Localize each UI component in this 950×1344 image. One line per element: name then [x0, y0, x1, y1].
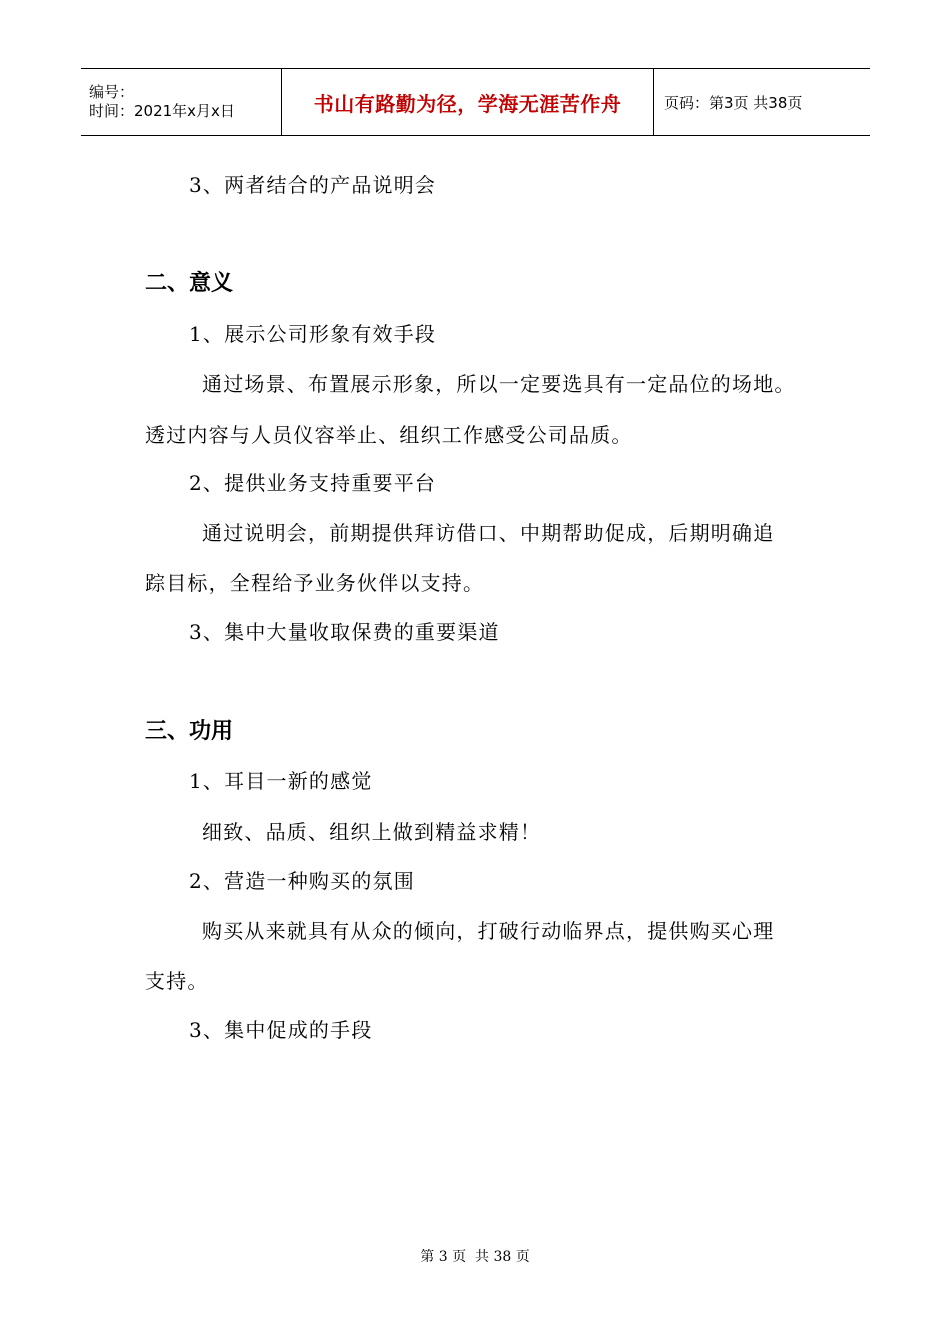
page-info-text: 页码：第3页 共38页: [664, 93, 803, 112]
paragraph-line: 透过内容与人员仪容举止、组织工作感受公司品质。: [145, 423, 633, 447]
list-item: 3、集中促成的手段: [189, 1018, 373, 1042]
section-heading: 二、意义: [145, 271, 234, 296]
list-item: 3、集中大量收取保费的重要渠道: [189, 620, 500, 644]
paragraph-line: 踪目标，全程给予业务伙伴以支持。: [145, 571, 485, 595]
section-heading: 三、功用: [145, 719, 234, 744]
document-number-label: 编号：: [89, 83, 135, 101]
list-item: 3、两者结合的产品说明会: [189, 173, 437, 197]
header-meta: [81, 69, 282, 135]
page-header: [81, 68, 870, 136]
list-item: 2、提供业务支持重要平台: [189, 471, 437, 495]
list-item: 1、耳目一新的感觉: [189, 769, 373, 793]
paragraph-line: 通过场景、布置展示形象，所以一定要选具有一定品位的场地。: [202, 372, 796, 396]
list-item: 2、营造一种购买的氛围: [189, 869, 415, 893]
paragraph-line: 支持。: [145, 969, 209, 993]
header-page-info: [654, 69, 870, 135]
page-footer: 第 3 页 共 38 页: [420, 1249, 530, 1265]
paragraph-line: 通过说明会，前期提供拜访借口、中期帮助促成，后期明确追: [202, 521, 775, 545]
paragraph-line: 细致、品质、组织上做到精益求精！: [202, 820, 542, 844]
header-motto-cell: [282, 69, 654, 135]
paragraph-line: 购买从来就具有从众的倾向，打破行动临界点，提供购买心理: [202, 919, 775, 943]
header-motto: 书山有路勤为径，学海无涯苦作舟: [313, 91, 622, 116]
list-item: 1、展示公司形象有效手段: [189, 322, 437, 346]
document-date: 时间：2021年x月x日: [89, 102, 235, 120]
